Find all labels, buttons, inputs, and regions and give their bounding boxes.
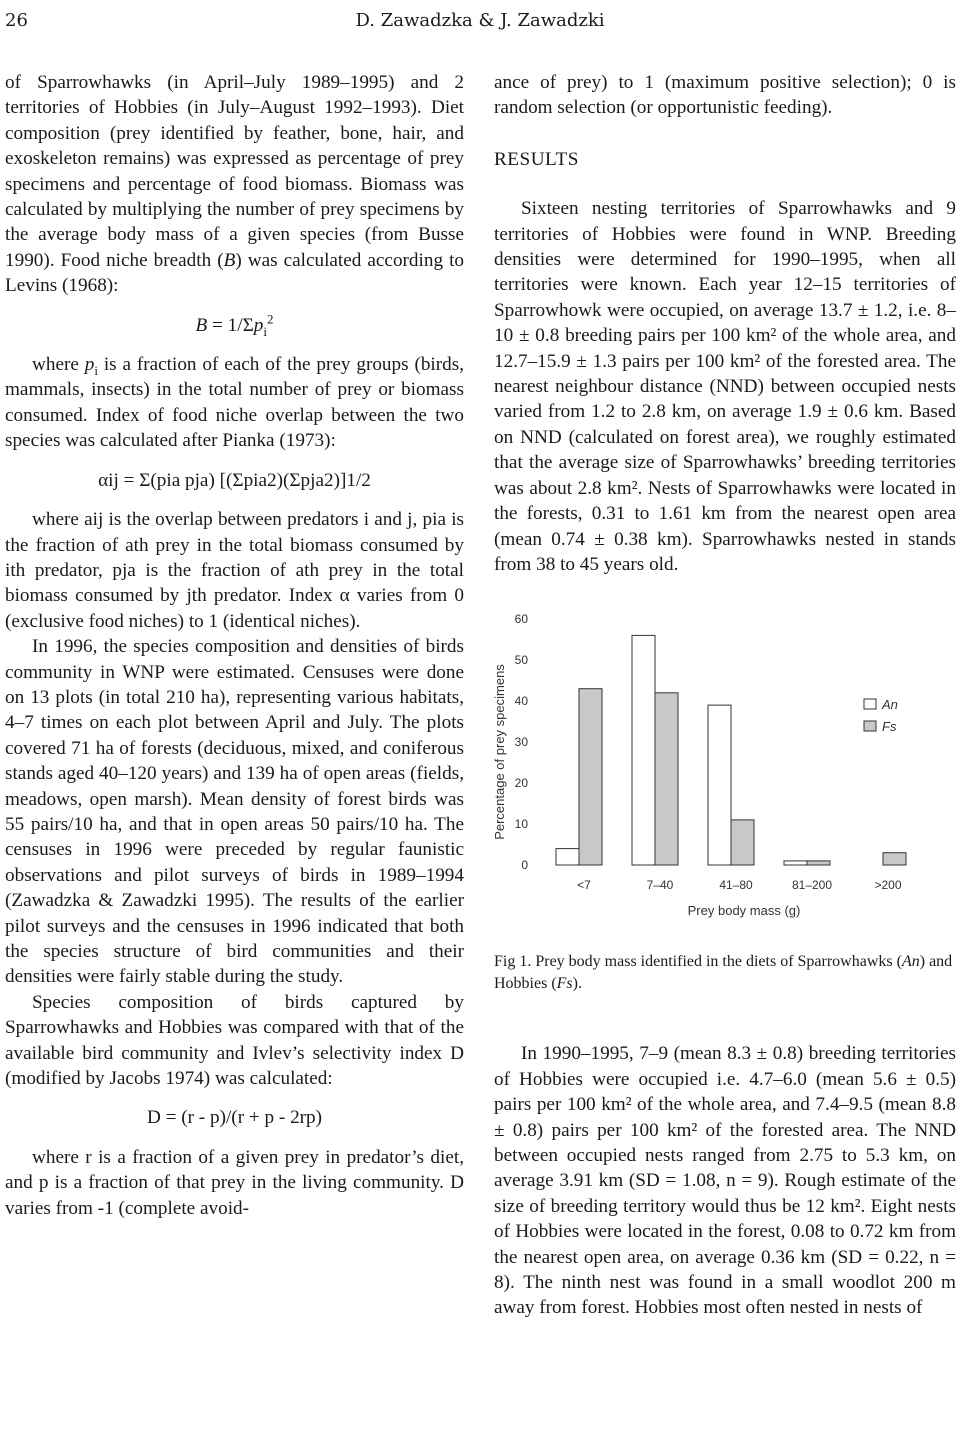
figure-1-chart — [494, 605, 956, 945]
x-tick-label: >200 — [874, 878, 902, 893]
running-head: D. Zawadzka & J. Zawadzki — [355, 10, 605, 31]
x-tick-label: 7–40 — [646, 878, 674, 893]
methods-paragraph-3: where aij is the overlap between predators i and j, pia is the fraction of ath prey in the total biomass consumed by ith predator, pja is the fraction of ath prey in the total biomass consumed by jth predator. Index α varies from 0 (exclusive food niches) to 1 (identical niches). — [5, 509, 464, 632]
bar-fs — [579, 689, 602, 865]
right-column — [494, 70, 956, 1321]
x-tick-label: 41–80 — [719, 878, 753, 893]
y-tick-label: 40 — [514, 694, 528, 709]
bar-fs — [883, 853, 906, 865]
y-tick-label: 0 — [521, 858, 528, 873]
x-tick-label: <7 — [577, 878, 591, 893]
bar-an — [556, 849, 579, 865]
methods-paragraph-4: In 1996, the species composition and densities of birds community in WNP were estimated. Censuses were done on 13 plots (in total 210 ha), representing various habitats, 4–7 times on each plot between April and July. The plots covered 71 ha of forests (deciduous, mixed, and coniferous stands aged 40–120 years) and 139 ha of open areas (fields, meadows, open marsh). Mean density of forest birds was 55 pairs/10 ha, and that in open areas 50 pairs/10 ha. The censuses in 1996 were preceded by regular faunistic observations and pilot surveys of birds in 1989–1994 (Zawadzka & Zawadzki 1995). The results of the earlier pilot surveys and the censuses in 1996 indicated that both the species structure of bird communities and their densities were fairly stable during the study. — [5, 636, 464, 988]
left-column — [5, 70, 464, 1221]
legend-swatch-fs — [864, 721, 876, 731]
section-heading-results: RESULTS — [494, 148, 579, 170]
results-paragraph-1: Sixteen nesting territories of Sparrowhawks and 9 territories of Hobbies were found in WNP. Breeding densities were determined for 1990–1995, when all territories were known. Each year 12–15 territories of Sparrowhowk were occupied, on average 13.7 ± 1.2, i.e. 8–10 ± 0.8 breeding pairs per 100 km² of the whole area, and 12.7–15.9 ± 1.3 pairs per 100 km² of the forested area. The nearest neighbour distance (NND) between occupied nests varied from 1.2 to 2.8 km, on average 1.9 ± 0.6 km. Based on NND (calculated on forest area), we roughly estimated that the average size of Sparrowhawks’ breeding territories was about 2.8 km². Nests of Sparrowhawks were located in the forests, 0.31 to 1.61 km from the nearest open area (mean 0.74 ± 0.38 km). Sparrowhawks nested in stands from 38 to 45 years old. — [494, 198, 956, 575]
y-tick-label: 10 — [514, 817, 528, 832]
equation-pianka: αij = Σ(pia pja) [(Σpia2)(Σpja2)]1/2 — [98, 469, 371, 491]
bar-fs — [807, 861, 830, 865]
figure-1-caption: Fig 1. Prey body mass identified in the diets of Sparrowhawks (An) and Hobbies (Fs). — [494, 953, 953, 993]
y-tick-label: 60 — [514, 612, 528, 627]
x-tick-label: 81–200 — [791, 878, 833, 893]
results-paragraph-2: In 1990–1995, 7–9 (mean 8.3 ± 0.8) breeding territories of Hobbies were occupied i.e. 4.7–6.0 (mean 5.6 ± 0.5) pairs per 100 km² of the whole area, and 7.4–9.5 (mean 8.8 ± 0.8) pairs per 100 km² of the forested area. The NND between occupied nests ranged from 2.75 to 5.3 km, on average 3.91 km (SD = 1.08, n = 9). Rough estimate of the size of breeding territory would thus be 12 km². Eight nests of Hobbies were located in the forest, 0.08 to 0.72 km from the nearest open area, on average 0.36 km (SD = 0.22, n = 8). The ninth nest was found in a small woodlot 200 m away from forest. Hobbies most often nested in nests of — [494, 1043, 956, 1319]
y-tick-label: 30 — [514, 735, 528, 750]
bar-fs — [655, 693, 678, 865]
x-axis-title: Prey body mass (g) — [687, 903, 801, 919]
bar-an — [632, 636, 655, 866]
page-number: 26 — [5, 10, 28, 31]
methods-paragraph-continued: ance of prey) to 1 (maximum positive selection); 0 is random selection (or opportunistic feeding). — [494, 72, 956, 119]
equation-ivlev: D = (r - p)/(r + p - 2rp) — [146, 1107, 323, 1129]
legend-swatch-an — [864, 699, 876, 709]
y-axis-title: Percentage of prey specimens — [492, 664, 507, 841]
methods-paragraph-6: where r is a fraction of a given prey in predator’s diet, and p is a fraction of that prey in the living community. D varies from -1 (complete avoid- — [5, 1146, 464, 1219]
methods-paragraph-2: where $p_i$ is a fraction of each of the prey groups (birds, mammals, insects) in the total number of prey or biomass consumed. Index of food niche overlap between the two species was calculated after Pianka (1973): — [5, 354, 465, 452]
bar-an — [708, 705, 731, 865]
legend-label-fs: Fs — [882, 719, 897, 735]
y-tick-label: 20 — [514, 776, 528, 791]
methods-paragraph-1: of Sparrowhawks (in April–July 1989–1995) and 2 territories of Hobbies (in July–August 1992–1993). Diet composition (prey identified by feather, bone, hair, and exoskeleton remains) was expressed as percentage of prey specimens and percentage of food biomass. Biomass was calculated by multiplying the number of prey specimens by the average body mass of a given species (from Busse 1990). Food niche breadth (B) was calculated according to Levins (1968): — [5, 72, 464, 297]
bar-chart — [494, 605, 956, 945]
methods-paragraph-5: Species composition of birds captured by Sparrowhawks and Hobbies was compared with that of the available bird community and Ivlev’s selectivity index D (modified by Jacobs 1974) was calculated: — [5, 991, 464, 1090]
bar-fs — [731, 820, 754, 865]
page-header — [0, 10, 960, 36]
equation-levins: $B = 1/\Sigma p_i^2$ — [195, 311, 274, 339]
legend-label-an: An — [882, 697, 898, 713]
y-tick-label: 50 — [514, 653, 528, 668]
bar-an — [784, 861, 807, 865]
